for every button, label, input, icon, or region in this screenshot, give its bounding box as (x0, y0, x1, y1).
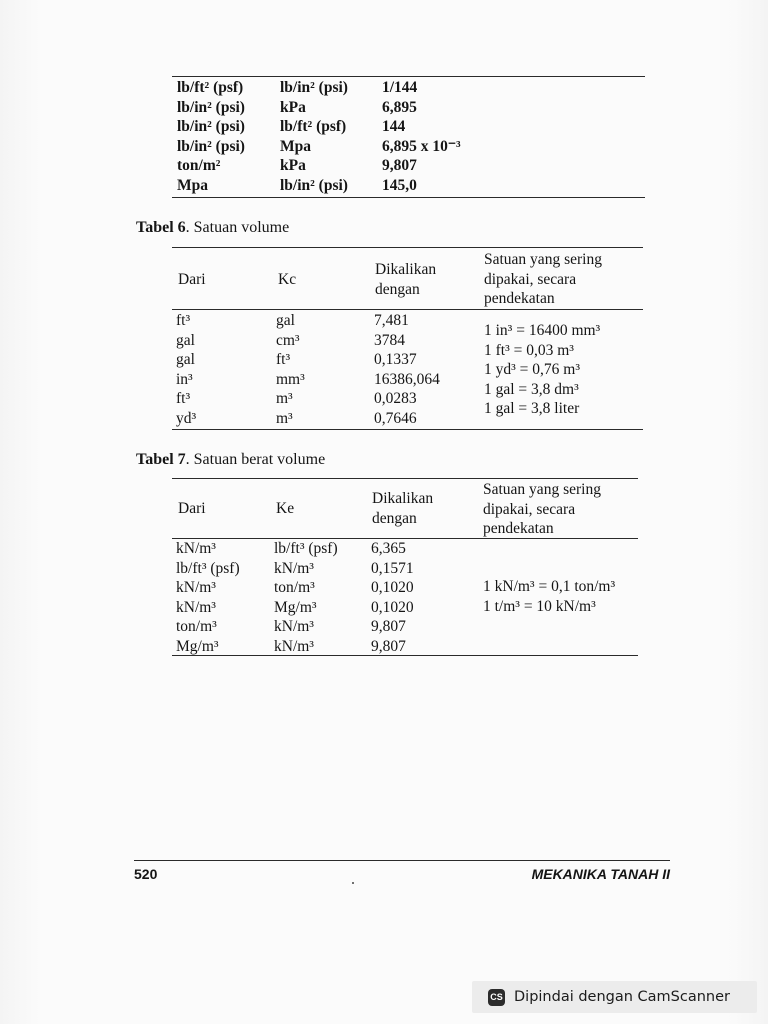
table-row (177, 98, 461, 118)
from-cell: kN/m³ (176, 598, 216, 616)
factor-cell: 0,0283 (374, 390, 417, 407)
factor-cell: 3784 (374, 331, 405, 349)
factor-cell: 16386,064 (374, 370, 440, 388)
table6-header-to: Kc (278, 271, 297, 288)
to-cell: lb/ft³ (psf) (274, 540, 338, 557)
from-cell: ton/m² (177, 157, 221, 174)
note-line: 1 ft³ = 0,03 m³ (484, 341, 574, 359)
book-title: MEKANIKA TANAH II (531, 866, 670, 882)
table-row (177, 137, 461, 157)
note-line: 1 gal = 3,8 dm³ (484, 380, 579, 398)
table6-rows (176, 311, 440, 428)
factor-cell: 144 (382, 118, 406, 135)
table-row (176, 350, 440, 370)
table7-caption-text: . Satuan berat volume (185, 451, 326, 468)
to-cell: ton/m³ (274, 579, 315, 596)
factor-cell: 7,481 (374, 312, 409, 329)
table7-rows (176, 539, 414, 656)
table-row (176, 409, 440, 429)
to-cell: lb/in² (psi) (280, 79, 348, 96)
table-row (176, 598, 414, 618)
table7-bottom-rule (172, 655, 638, 656)
from-cell: ft³ (176, 312, 191, 329)
to-cell: Mg/m³ (274, 598, 317, 616)
table-row (177, 176, 461, 196)
table7-header-from: Dari (178, 500, 206, 517)
from-cell: ton/m³ (176, 618, 217, 635)
factor-cell: 6,365 (371, 540, 406, 557)
factor-cell: 0,1020 (371, 598, 414, 616)
table7-top-rule (172, 478, 638, 479)
to-cell: lb/ft² (psf) (280, 118, 347, 135)
factor-cell: 0,1571 (371, 559, 414, 577)
from-cell: kN/m³ (176, 579, 216, 596)
to-cell: mm³ (276, 370, 305, 388)
to-cell: Mpa (280, 137, 311, 155)
note-line: 1 in³ = 16400 mm³ (484, 322, 601, 339)
to-cell: gal (276, 312, 295, 329)
to-cell: kPa (280, 157, 306, 174)
factor-cell: 0,1337 (374, 351, 417, 368)
table7-header-factor: Dikalikan dengan (372, 490, 434, 527)
to-cell: ft³ (276, 351, 291, 368)
to-cell: kN/m³ (274, 559, 314, 577)
from-cell: gal (176, 351, 195, 368)
from-cell: lb/in² (psi) (177, 118, 245, 135)
factor-cell: 9,807 (371, 618, 406, 635)
to-cell: cm³ (276, 331, 300, 349)
note-line: 1 kN/m³ = 0,1 ton/m³ (483, 578, 616, 595)
table-row (177, 117, 461, 137)
table7-header-notes: Satuan yang sering dipakai, secara pendekatan (483, 481, 601, 537)
table7-notes (483, 577, 615, 616)
table-row (176, 637, 414, 657)
table7-caption-number: Tabel 7 (136, 451, 186, 468)
table6-header-notes: Satuan yang sering dipakai, secara pendekatan (484, 251, 602, 307)
factor-cell: 9,807 (371, 637, 406, 655)
to-cell: kN/m³ (274, 637, 314, 655)
table-row (176, 559, 414, 579)
table6-top-rule (172, 247, 643, 248)
factor-cell: 6,895 (382, 98, 417, 116)
factor-cell: 0,7646 (374, 409, 417, 427)
table6-header-from: Dari (178, 271, 206, 288)
factor-cell: 145,0 (382, 176, 417, 194)
note-line: 1 gal = 3,8 liter (484, 400, 580, 417)
table5-top-rule (172, 76, 645, 77)
table6-notes (484, 321, 600, 419)
table-row (177, 156, 461, 176)
table-row (176, 617, 414, 637)
table6-caption-text: . Satuan volume (185, 219, 290, 236)
table7-caption (136, 451, 325, 469)
to-cell: m³ (276, 390, 293, 407)
table-row (176, 331, 440, 351)
table6-caption (136, 219, 289, 237)
table-row (176, 578, 414, 598)
table5-bottom-rule (172, 197, 645, 198)
table5-rows (177, 78, 461, 195)
camscanner-text: Dipindai dengan CamScanner (514, 989, 731, 1005)
footer-rule (134, 860, 670, 861)
factor-cell: 1/144 (382, 79, 418, 96)
from-cell: lb/in² (psi) (177, 137, 245, 155)
table6-header-rule (172, 309, 643, 310)
table6-header-factor: Dikalikan dengan (375, 261, 437, 298)
camscanner-logo-icon: CS (488, 989, 505, 1006)
camscanner-badge (472, 981, 757, 1013)
from-cell: kN/m³ (176, 540, 216, 557)
factor-cell: 6,895 x 10⁻³ (382, 137, 461, 155)
table7-header-to: Ke (276, 500, 295, 517)
scan-speck (352, 882, 354, 884)
from-cell: gal (176, 331, 195, 349)
factor-cell: 0,1020 (371, 579, 414, 596)
from-cell: lb/in² (psi) (177, 98, 245, 116)
factor-cell: 9,807 (382, 157, 417, 174)
to-cell: kPa (280, 98, 306, 116)
table6-bottom-rule (172, 429, 643, 430)
from-cell: Mg/m³ (176, 637, 219, 655)
from-cell: ft³ (176, 390, 191, 407)
from-cell: in³ (176, 370, 193, 388)
table-row (176, 389, 440, 409)
note-line: 1 yd³ = 0,76 m³ (484, 361, 580, 378)
note-line: 1 t/m³ = 10 kN/m³ (483, 597, 596, 615)
table6-caption-number: Tabel 6 (136, 219, 186, 236)
from-cell: lb/ft² (psf) (177, 79, 244, 96)
to-cell: m³ (276, 409, 293, 427)
from-cell: yd³ (176, 409, 197, 427)
table-row (176, 370, 440, 390)
table-row (176, 311, 440, 331)
from-cell: lb/ft³ (psf) (176, 559, 240, 577)
to-cell: kN/m³ (274, 618, 314, 635)
table-row (176, 539, 414, 559)
table-row (177, 78, 461, 98)
page-number: 520 (134, 866, 158, 882)
from-cell: Mpa (177, 176, 208, 194)
to-cell: lb/in² (psi) (280, 176, 348, 194)
